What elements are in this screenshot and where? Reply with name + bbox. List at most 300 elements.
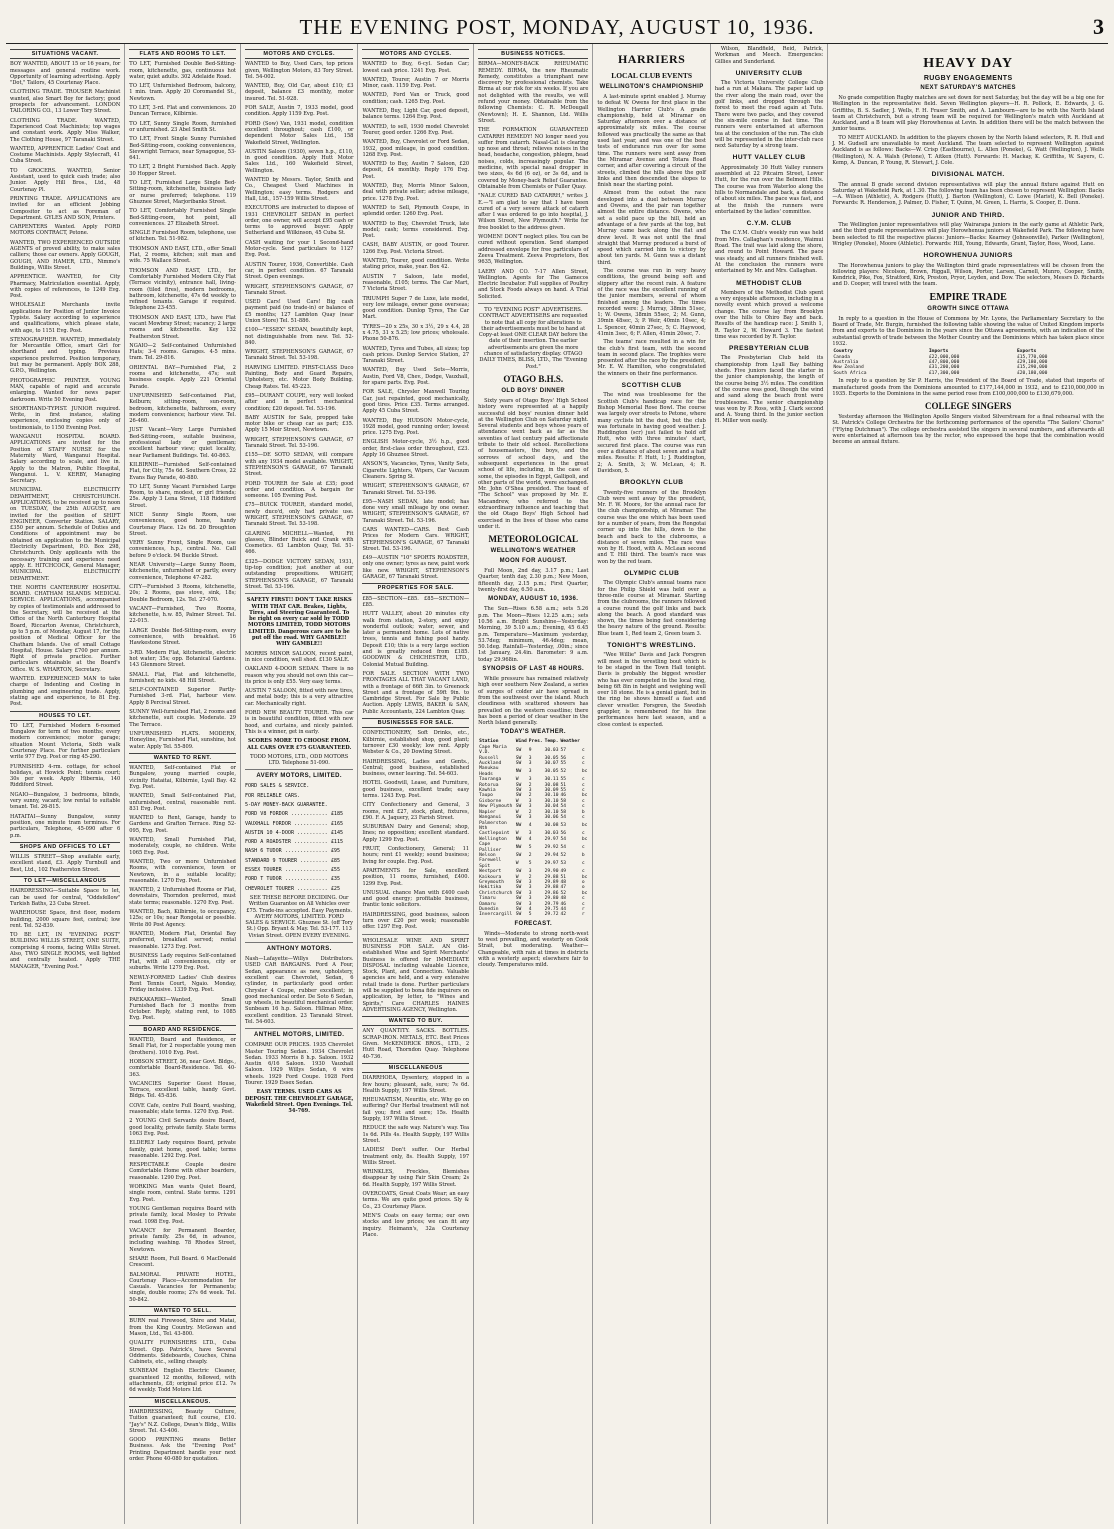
classified-ad: TO LET, Comfortably Furnished Single Bed-Sitting-room, hot point, all conveniences. 27 Elizabeth Street.: [129, 208, 236, 227]
table-cell: Wanganui: [479, 815, 502, 821]
scottish-club-text: The wind was troublesome for the Scottish Club's handicap race for the Bishop Memorial Rose Bowl. The course was largely over streets to Petone, where many cyclists bit the dust, but the club was fortunate in having good weather. J. Ruddington (scr) just failed to hold off Hutt, who with three minutes' start, secured first place. The course was run over a distance of about seven and a half miles. Results: F. Hutt, 1; J. Ruddington, 2; A. Smith, 3; W. McLean, 4; R. Davidson, 5.: [597, 392, 706, 474]
classified-ad: SUNBEAM English Electric Cleaner, guaranteed 12 months, followed, with attachments, £8; original price £12. 7s 6d weekly. Todd Motors Ltd.: [129, 1368, 236, 1394]
table-cell: Christchurch: [479, 890, 513, 896]
moon-text: Full Moon, 2nd day, 3.17 p.m.; Last Quarter, tenth day, 2.30 p.m.; New Moon, fifteenth day, 2.15 p.m.; First Quarter, twenty-first day, 6.50 a.m.: [478, 568, 589, 594]
table-cell: 3: [528, 831, 532, 837]
page-number: 3: [1093, 14, 1104, 39]
classified-ad: THOMSON AND EAST, LTD., for Comfortably Furnished Modern City Flat (Terrace vicinity), entrance hall, living-room (tiled fires), modern bedrooms, bathroom, kitchenette, 47s 6d weekly to refined tenants. Garage if required. Telephone 23-455.: [129, 267, 236, 312]
table-cell: 30.11: [544, 777, 559, 783]
classified-ad: PHOTOGRAPHIC PRINTER. YOUNG MAN, capable of rapid and accurate enlarging. Wanted for news paper darkroom. Write 50 Evening Post.: [10, 377, 121, 403]
table-cell: Manukau Heads: [479, 766, 499, 777]
anthel-heading: ANTHEL MOTORS, LIMITED.: [254, 1032, 345, 1039]
table-cell: Tauranga: [479, 777, 502, 783]
table-cell: Gisborne: [479, 798, 502, 804]
table-cell: 5: [528, 844, 532, 850]
table-cell: 29.79: [544, 901, 559, 907]
table-cell: Russell: [479, 755, 499, 761]
table-cell: c: [581, 777, 585, 783]
table-cell: 4: [528, 836, 532, 842]
classified-ad: VERY Sunny Front, Single Room, use conveniences, h.p., central. No. Call before 9 o'clock. 94 Buckle Street.: [129, 540, 236, 559]
classified-ad: GLARING MICHELL—Wanted, Fit glasses, Blinder Buick and Crank with Cosmetics. 63 Lambton Quay, Tel. 51-466.: [244, 530, 354, 556]
empire-table-body: [832, 355, 1104, 377]
table-cell: bc: [581, 793, 588, 799]
price-line: VAUXHALL FORDOR ........... £165: [244, 820, 344, 827]
table-cell: 58: [560, 809, 567, 815]
table-header-cell: Wind: [515, 739, 527, 745]
article-paragraph: Almost from the outset the race developed into a duel between Murray and Owens, and the pair ran together almost the entire distance. Owens, who set a solid pace up the hill, held an advantage of a few yards at the top, but Murray came back along the flat and drew level. It was not until the final straight that Murray produced a burst of speed which carried him to victory by about ten yards. M. Gunn was a distant third.: [597, 190, 706, 266]
section-heading: WANTED TO BUY.: [362, 1016, 469, 1026]
college-singers-text: Yesterday afternoon the Wellington Apollo Singers visited Silverstream for a final rehearsal with the St. Patrick's College Orchestra for the forthcoming performance of the operetta "The Sailors' Chorus" ("Flying Dutchman"). The college orchestra assisted the singers in several numbers, and afterwards all were entertained at afternoon tea by the rector, who expressed the hope that the combination would become an annual fixture.: [832, 414, 1105, 446]
classified-ad: WANTED to Rent, Garage, handy to Gardens and Grafton Terrace. Ring 52-095, Evg. Post.: [129, 815, 236, 834]
table-cell: 2: [528, 852, 532, 858]
classified-ad: PAEKAKARIKI—Wanted, Small Furnished Bach for 3 months from October. Reply, stating rent, to 1085 Evg. Post.: [129, 996, 236, 1022]
classified-ad: MORRIS MINOR SALOON, recent paint, in nice condition, well shod. £130 SALE.: [244, 650, 354, 663]
table-cell: SW: [515, 788, 522, 794]
methodist-club-heading: METHODIST CLUB: [736, 279, 803, 287]
divider: [478, 303, 588, 304]
column-harriers: [593, 44, 710, 1524]
classified-ad: FORD TOURER for Sale at £35; good order and condition. A bargain for someone. 105 Evening Post.: [244, 480, 354, 500]
ad-list: [129, 1409, 236, 1462]
classified-ad: YOUNG Gentleman requires Board with private family, local Mosley to Private road. 1098 Evg. Post.: [129, 1205, 236, 1225]
table-cell: 2: [528, 782, 532, 788]
horowhenua-text: The Horowhenua juniors to play the Wellington third grade representatives will be chosen from the following players: Nicolson, Brown, Riggall, Wilson, Porter, Larsen, Carnell, Munro, Cooper, Smith, Kendrick, Pike, Fox, Stratford, Kirk, Preston, Pryor, Leyden, and Dow. The selectors, Messrs D. Richards and D. Cooper, will travel with the team.: [832, 262, 1105, 288]
table-header-cell: Country: [833, 349, 853, 355]
classified-ad: £95—NASH SEDAN, late model; has done very small mileage by one owner. WRIGHT, STEPHENSON'S GARAGE, 67 Taranaki Street. Tel. 53-196.: [362, 498, 470, 524]
table-cell: 48: [560, 896, 567, 902]
section-heading: WANTED TO SELL.: [129, 1306, 236, 1316]
safety-ad: SAFETY FIRST!! DON'T TAKE RISKS WITH THAT CAR. Brakes, Lights, Tires, and Steering Guaranteed. To be right on every car sold by TODD MOTORS LIMITED, TODD MOTORS LIMITED. Dangerous cars are to be put off the road. WHY GAMBLE!! WHY GAMBLE!!: [246, 597, 352, 648]
classified-ad: APPRENTICE. WANTED, for City Pharmacy, Matriculation essential. Apply, with copies of references, to 1249 Evg. Post.: [10, 274, 121, 300]
classified-ad: ENGLISH Motor-cycle, 3½ h.p., good order, first-class order throughout, £23. Apply 16 Ghuznee Street.: [362, 439, 470, 459]
column-motors-1: [241, 44, 358, 1524]
table-cell: bc: [581, 823, 588, 829]
brooklyn-club-heading: BROOKLYN CLUB: [619, 479, 684, 487]
classified-ad: FOR SALE, Austin 7, 1933 model, good condition. Apply 1159 Evg. Post.: [244, 105, 354, 118]
weather-table: [478, 739, 588, 917]
divider: [245, 593, 353, 594]
table-cell: 53: [560, 823, 567, 829]
horowhenua-heading: HOROWHENUA JUNIORS: [923, 252, 1013, 260]
classified-ad: WANTED to Buy, Chevrolet Truck, late model; cash; terms considered. Evg. Post.: [362, 220, 470, 240]
empire-trade-tail: In reply to a question by Sir P. Harris, the President of the Board of Trade, stated that imports of manufactured goods from the Dominions amounted to £177,144,000 in 1932, and to £210,000,000 in 1935. Exports to the Dominions in the same period rose from £100,000,000 to £130,679,000.: [832, 378, 1105, 397]
otago-subheading: OLD BOYS' DINNER: [501, 387, 566, 394]
masthead: [6, 4, 1108, 44]
table-cell: 52: [560, 890, 567, 896]
classified-ad: WANTED, Bach, Kilbirnie, to occupancy, 125s; or 10s; near Rongotai or possible. Write 80 Post Agency.: [129, 909, 236, 928]
table-cell: SW: [515, 747, 522, 753]
table-cell: NW: [515, 844, 522, 850]
classified-ad: WANTED, Ford Van or Truck, good condition; cash. 1265 Evg. Post.: [362, 92, 470, 105]
table-cell: Farewell Spit: [479, 858, 502, 869]
table-cell: r: [581, 912, 585, 918]
table-cell: SW: [515, 804, 522, 810]
empire-trade-table: [832, 349, 1104, 376]
classified-ad: CARS WANTED—CARS. Best Cash Prices for Modern Cars. WRIGHT, STEPHENSON'S GARAGE, 67 Taranaki Street. Tel. 53-196.: [362, 527, 470, 552]
ad-list: [245, 61, 353, 590]
table-cell: r: [581, 907, 585, 913]
olympic-club-heading: OLYMPIC CLUB: [623, 570, 680, 578]
hutt-valley-heading: HUTT VALLEY CLUB: [732, 154, 806, 162]
cym-club-heading: C.Y.M. CLUB: [746, 220, 792, 228]
classified-ad: WANTED, Buy, Chevrolet or Ford Sedan, 1932, good mileage, in good condition. 1268 Evg. Post.: [362, 139, 470, 158]
classified-ad: CASH, BABY AUSTIN, or good Tourer. 1266 Evg. Post. Victoria Street.: [362, 242, 470, 255]
table-cell: SW: [515, 879, 522, 885]
classified-ad: COVE Cafe, centre Full Board, washing, reasonable; state terms. 1270 Evg. Post.: [129, 1102, 236, 1116]
table-cell: 29.90: [544, 869, 559, 875]
championship-subheading: WELLINGTON'S CHAMPIONSHIP: [599, 84, 704, 90]
table-cell: Palmerston Nth: [479, 820, 507, 831]
table-header-cell: Weather: [560, 739, 580, 745]
table-cell: 3: [528, 896, 532, 902]
classified-ad: ANSON'S, Vacancies, Tyres, Vanity Sets, Cigarette Lighters, Wipers, Car Vacuum Cleaners. Spring St.: [362, 461, 470, 480]
table-cell: bc: [581, 836, 588, 842]
todd-ad: TODD MOTORS, LTD., ODD MOTORS LTD. Telephone 51-090.: [250, 753, 349, 767]
table-cell: c: [581, 788, 585, 794]
classified-ad: TO LET, Unfurnished Bedroom, balcony, 1 min. tram. Apply 20 Coromandel St., Newtown.: [129, 83, 236, 102]
table-cell: bc: [581, 890, 588, 896]
column-clubs: [711, 44, 828, 1524]
classified-ad: LADIES! Don't suffer. Our Herbal treatment only, 8s. Health Supply, 197 Willis Street.: [362, 1147, 470, 1166]
table-cell: Canada: [833, 354, 850, 360]
classified-ad: £155—DE SOTO SEDAN, will compare with any 1934 model available. WRIGHT, STEPHENSON'S GARAGE, 67 Taranaki Street.: [244, 452, 354, 478]
classified-ad: UNFURNISHED FLATS. MODERN, Honeyline, Furnished Flat, sunshine, hot water. Apply Tel. 55-809.: [129, 730, 236, 750]
classified-ad: TYRES—20 x 25s, 30 x 3½, 29 x 4.4, 28 x 4.75, 31 x 5.25; low prices; wholesale. Phone 50-876.: [362, 323, 470, 343]
classified-ad: WANTED to Buy, Used Cars, top prices given, Wellington Motors, 83 Tory Street. Tel. 54-002.: [244, 61, 354, 80]
synopsis-heading: SYNOPSIS OF LAST 48 HOURS.: [482, 666, 585, 673]
price-line: NASH 6 TUDOR .............. £95: [244, 848, 341, 855]
section-heading: BUSINESS NOTICES.: [478, 49, 588, 59]
table-cell: 3: [528, 769, 532, 775]
classified-ad: TO LET, Sunny Vacant Furnished Large Room, to share, modest, or girl friends; 25s. Apply 3 Lena Street, 118 Riddiford Street.: [129, 483, 236, 509]
columns: [6, 44, 1108, 1524]
classified-ad: AUSTIN Saloon (1930), seven h.p., £110, in good condition. Apply Hutt Motor Sales Ltd., 160 Wakefield Street, Wellington.: [244, 148, 354, 174]
table-cell: Castlepoint: [479, 831, 510, 837]
classified-ad: FOR SALE. SECTION WITH TWO FRONTAGES ALL THAT VACANT LAND, with a frontage of 66ft 3in. to Greenock Street and a frontage of 59ft 9in. to Cambridge Street. For Sale by Public Auction. Apply LEWIS, BAKER & SAN, Public Accountants, 224 Lambton Quay.: [362, 670, 470, 715]
table-cell: 57: [560, 747, 567, 753]
table-cell: NW: [515, 769, 522, 775]
scores-ad: SCORES MORE TO CHOOSE FROM. ALL CARS OVER £75 GUARANTEED.: [247, 738, 352, 751]
table-cell: SW: [515, 852, 522, 858]
table-cell: Rotorua: [479, 782, 499, 788]
table-cell: 3: [528, 761, 532, 767]
table-cell: SW: [515, 755, 522, 761]
classified-ad: TO LET, Furnished Large Single Bed-Sitting-room, kitchenette, business lady or nurse preferred; telephone. 119 Ghuznee Street, Marjoribanks Street.: [129, 180, 236, 205]
table-header-cell: Pres.: [528, 739, 543, 745]
cym-club-text: The C.Y.M. Club's weekly run was held from Mrs. Callaghan's residence, Waimui Road. The trail was laid along the shore, and round to Point Howard. The pace was steady, and all runners finished well. At the conclusion the runners were entertained by Mr. and Mrs. Callaghan.: [714, 230, 824, 275]
section-heading: TO LET—MISCELLANEOUS: [10, 876, 120, 886]
table-row: [832, 371, 1104, 376]
table-cell: 29.97: [544, 836, 559, 842]
classified-ad: WANTED. EXPERIENCED MAN to take charge of Indenting and Costing in plumbing and engineering trade. Apply, stating age and experience, to 81 Evg. Post.: [10, 676, 121, 708]
table-cell: 56: [560, 755, 567, 761]
table-cell: SW: [515, 890, 522, 896]
table-cell: 53: [560, 861, 567, 867]
empire-trade-heading: EMPIRE TRADE: [929, 291, 1007, 303]
table-cell: 30.03: [544, 747, 559, 753]
classified-ad: WANTED, APPRENTICE Ladies' Coat and Costume Machinists. Apply Stylecraft, 41 Cuba Street.: [10, 145, 121, 165]
classified-ad: WANTED to Buy, 6-cyl. Sedan Car; lowest cash price. 1241 Evg. Post.: [362, 61, 470, 74]
brooklyn-club-text: Twenty-five runners of the Brooklyn Club were sent away by the president, Mr. F. W. Moore, for the annual race for the club championship, at Miramar. The course was the one which has been used for a number of years, from the Rongotai corner up into the hills, down to the beach and back to the clubrooms, a distance of seven miles. The race was won by H. Hood, with A. McLean second and T. Hill third. The team's race was won by the red team.: [597, 489, 706, 565]
easy-terms-ad: EASY TERMS. USED CARS AS DEPOSIT. THE CHEVROLET GARAGE, Wakefield Street. Open Evenings. Tel. 54-769.: [244, 1089, 354, 1115]
table-cell: 52: [560, 769, 567, 775]
table-cell: SW: [515, 815, 522, 821]
price-line: ESSEX TOURER .............. £55: [244, 867, 341, 874]
table-cell: Cape Maria V.D.: [479, 744, 507, 756]
classified-ad: HAIRDRESSING, Ladies and Gents., Central; good business, established business, owner leaving. Tel. 54-603.: [362, 758, 470, 778]
classified-ad: NEAR University—Large Sunny Room, kitchenette, unfurnished or partly, every convenience, Telephone 47-282.: [129, 562, 236, 581]
table-cell: SW: [515, 896, 522, 902]
classified-ad: TO LET, Furnished Modern 6-roomed Bungalow for term of two months; every modern convenience; motor garage; situation Mount Victoria, Sixth walk Courtenay Place. For further particulars write 977 Evg. Post or ring 45-290.: [10, 722, 121, 761]
avery-tail: SEE THESE BEFORE DECIDING. Our Written Guarantee on All Vehicles over £75. Trade-ins accepted. Easy Payments. AVERY MOTORS, LIMITED. FORD SALES & SERVICE. Ghuznee St. (off Tory St.) Opp. Bryant & May. Tel. 53-177. 113 Vivian Street. OPEN EVERY EVENING.: [245, 894, 354, 939]
classified-ad: THOMSON AND EAST, LTD., offer Small Flat, 2 rooms, kitchen; suit man and wife. 75 Wallace Street.: [129, 245, 236, 265]
ad-list: [10, 723, 120, 839]
table-cell: 3: [528, 815, 532, 821]
table-cell: SW: [515, 761, 522, 767]
classified-ad: BABY AUSTIN for Sale, propped take motor bike or cheap car as part; £35. Apply 15 Moir Street, Newtown.: [244, 414, 354, 434]
table-cell: c: [581, 831, 585, 837]
table-cell: £47,800,000: [928, 360, 960, 366]
table-row: [478, 842, 588, 853]
table-cell: SW: [515, 782, 522, 788]
classified-ad: WANTED, Modern Flat, Oriental Bay preferred, breakfast served; rental reasonable. 1273 Evg. Post.: [129, 930, 236, 950]
todays-weather-heading: TODAY'S WEATHER.: [500, 729, 566, 736]
classified-ad: CITY Confectionery and General, 3 rooms, rent £27, stock, plant, fixtures, £90. F. A. Jaquery, 23 Farish Street.: [362, 802, 470, 821]
table-cell: NW: [515, 836, 522, 842]
table-cell: 46: [560, 793, 567, 799]
classified-ad: SUNNY Well-furnished Flat, 2 rooms and kitchenette, suit couple. Moderate. 29 The Terrace.: [129, 709, 236, 728]
classified-ad: £85—SECTION—£85. £85—SECTION—£85.: [362, 595, 470, 608]
table-cell: c: [581, 798, 585, 804]
table-cell: 48: [560, 879, 567, 885]
section-heading: SHOPS AND OFFICES TO LET: [10, 842, 120, 852]
table-header-cell: Exports: [1016, 349, 1037, 355]
classified-ad: SHORTHAND-TYPIST. JUNIOR required. Write, in first instance, stating experience, enclosing copies only of testimonials, to 1150 Evening Post.: [10, 405, 121, 431]
classified-ad: DIARRHOEA, Dysentery, stopped in a few hours; pleasant, safe, sure; 7s 6d. Health Supply, 197 Willis Street.: [362, 1075, 470, 1094]
table-cell: 2: [528, 809, 532, 815]
price-line: 5-DAY MONEY-BACK GUARANTEE.: [244, 801, 328, 808]
rugby-subheading: RUGBY ENGAGEMENTS: [923, 75, 1013, 82]
table-cell: Greymouth: [479, 879, 504, 885]
column-business-meteorological: [474, 44, 593, 1524]
table-cell: 29.88: [544, 874, 559, 880]
price-line: STANDARD 9 TOURER ......... £85: [244, 857, 341, 864]
table-cell: c: [581, 761, 585, 767]
ad-list: [245, 651, 353, 736]
classified-ad: UNUSUAL chance Man with £400 cash and good energy; profitable business, frantic tonic solicitors.: [362, 889, 470, 909]
table-cell: £22,000,000: [928, 354, 960, 360]
classified-ad: WANTED, Tourer, Austin 7 or Morris Minor, cash. 1159 Evg. Post.: [362, 76, 470, 90]
table-cell: c: [581, 844, 585, 850]
classified-ad: WANTED, Self-contained Flat or Bungalow, young married couple, vicinity Hataitai, Kilbirnie, Lyall Bay. 42 Evg. Post.: [129, 765, 236, 790]
classified-ad: WANTED, Tourer, good condition. Write stating price, make, year. Box 42.: [362, 258, 470, 271]
table-cell: 46: [560, 901, 567, 907]
classified-ad: CLOTHING TRADE. TROUSER Machinist wanted, also Smart Boy for factory; good prospects for advancement. LONDON TAILORING CO., 13 Lower Tory Street.: [10, 89, 121, 115]
classified-ad: WHOLESALE Merchants invite applications for Position of Junior Invoice Typiste. Salary according to experience and qualifications, which please state, with age, to 1151 Evg. Post.: [10, 302, 121, 334]
classified-ad: HATAITAI—Sunny Bungalow, sunny position, one minute tram terminus. For particulars, Telephone, 45-090 after 6 p.m.: [10, 813, 121, 839]
classified-ad: FRUIT, Confectionery, General; 11 hours; rent £1 weekly; sound business; living for couple. Evg. Post.: [362, 846, 470, 865]
column-motors-2: [358, 44, 474, 1524]
classified-ad: SELF-CONTAINED Superior Partly-Furnished 3-rd. Flat, harbour view. Apply 8 Percival Street.: [129, 687, 236, 706]
table-cell: 54: [560, 844, 567, 850]
classified-ad: UNFURNISHED Self-contained Flat, Kelburn; sitting-room, sun-room, bedroom, kitchenette, bathroom, every modern convenience; harbour view. Tel. 26-460.: [129, 392, 236, 425]
olympic-club-text: The Olympic Club's annual teams race for the Philip Shield was held over a three-mile course at Miramar. Starting from the clubrooms, the runners followed a course round the golf links and back along the beach. A good standard was shown, the times being fast considering the heavy nature of the ground. Results: Blue team 1, Red team 2, Green team 3.: [597, 580, 706, 637]
classified-ad: WANTED, Small Self-contained Flat, unfurnished, central, reasonable rent. 831 Evg. Post.: [129, 793, 236, 812]
weather-subheading: WELLINGTON'S WEATHER: [490, 548, 576, 555]
classified-ad: SUBURBAN Dairy and General; shop, lines; no opposition; excellent standard. Apply 1299 Evg. Post.: [362, 824, 470, 843]
table-cell: 2: [528, 793, 532, 799]
classified-ad: JUST Vacant—Very Large Furnished Bed-Sitting-room, suitable business, professional lady or gentleman; excellent harbour view; quiet locality, near Parliament Buildings. Tel. 40-863.: [129, 427, 236, 459]
table-cell: 30.09: [544, 788, 559, 794]
section-heading: MOTORS AND CYCLES.: [245, 49, 353, 59]
classified-ad: HARVING LIMITED. FIRST-CLASS Duco Painting, Body and Guard Repairs, Upholstery, etc. Motor Body Building. Cheap Rates. Tel. 45-223.: [244, 364, 354, 390]
classified-ad: FOR SALE, Chrysler Maxwell Touring Car, just repainted, good mechanically, good tires. Price £35. Terms arranged. Apply 45 Cuba Street.: [362, 389, 470, 415]
table-cell: 29.92: [544, 844, 559, 850]
classified-ad: TO LET, Sunny Single Room, furnished or unfurnished. 23 Abel Smith St.: [129, 120, 236, 133]
classified-ad: APARTMENTS for Sale, excellent position, 11 rooms, furnished, £400. 1299 Evg. Post.: [362, 867, 470, 887]
table-cell: bc: [581, 874, 588, 880]
table-cell: 51: [560, 782, 567, 788]
column-rugby: [828, 44, 1108, 1524]
table-cell: c: [581, 869, 585, 875]
college-singers-heading: COLLEGE SINGERS: [925, 401, 1012, 412]
classified-ad: SHARE Room, Full Board. 6 MacDonald Crescent.: [129, 1255, 236, 1269]
classified-ad: £75—BUICK TOURER, standard model, newly duco'd, only had private use. WRIGHT, STEPHENSON'S GARAGE, 67 Taranaki Street. Tel. 53-198.: [244, 502, 354, 528]
anthony-ad: Nash—Lafayette—Willys Distributors. USED CAR BARGAINS. Ford A Four, Sedan, appearance as new, upholstery, excellent car. Chevrolet, Sedan, 6 cylinder, in particularly good order. Chrysler 4 Coupe, rubber excellent; in good mechanical order. De Soto 6 Sedan, up wheels, in beautiful mechanical order. Sunbeam 16 h.p. Saloon. Hillman Minx, excellent condition. 23 Taranaki Street. Tel. 54-603.: [244, 956, 354, 1025]
classified-ad: NEWLY-FORMED Ladies' Club desires Rent Tennis Court, Ngaio. Monday, Friday inclusive. 1339 Evg. Post.: [129, 974, 236, 994]
ad-list: [478, 61, 588, 300]
section-heading: MOTORS AND CYCLES.: [362, 49, 469, 59]
classified-ad: KILBIRNIE—Furnished Self-contained Flat, for City, 75s 6d. Southern Cross, 22 Evans Bay Parade, 40-880.: [129, 461, 236, 481]
table-cell: £20,180,000: [1016, 370, 1048, 376]
table-cell: 55: [560, 777, 567, 783]
classified-ad: THE FORMATION GUARANTEED CATARRH REMEDY! NO longer need you suffer from catarrh. Nasal-Cat is clearing up nose and throat; relieves noises in the head, headache, congestion, phlegm, head noises, colds, increasingly popular. The medicine, with special nasal dropper in two sizes, 4s 6d (6 oz), or 3s 6d, and is covered by Money-back Relief Guarantee. Obtainable from Chemists or Fuller Quay.: [478, 127, 589, 190]
classified-ad: OAKLAND 4-DOOR SEDAN. There is no reason why you should not own this car—its price is only £55. Very easy terms.: [244, 666, 354, 685]
classified-ad: PRINTING TRADE. APPLICATIONS are invited for an efficient Jobbing Compositor to act as Foreman of Department. GYLES AND SON, Printers.: [10, 195, 121, 221]
table-cell: Australia: [833, 360, 859, 366]
table-cell: 29.97: [544, 861, 559, 867]
divider: [245, 769, 353, 770]
table-cell: SW: [515, 907, 522, 913]
presbyterian-club-text: The Presbyterian Club held its championship from Lyall Bay bathing sheds. Five juniors faced the starter in the junior championship, the length of the course being 3½ miles. The condition of the course was good, though the wind and sand along the beach front were troublesome. The senior championship was won by P. Ross, with J. Clark second and A. Young third. In the junior section H. Miller won easily.: [714, 355, 824, 425]
table-cell: Timaru: [479, 896, 496, 902]
classified-ad: VACANCIES Superior Guest House, Terrace, excellent table, handy Govt. Bldgs. Tel. 45-836.: [129, 1080, 236, 1100]
table-cell: SW: [515, 912, 522, 918]
table-cell: W: [515, 798, 519, 804]
classified-ad: WRIGHT, STEPHENSON'S GARAGE, 67 Taranaki Street. Tel. 53-196.: [362, 483, 470, 496]
table-cell: 30.10: [544, 798, 559, 804]
classified-ad: NGAIO—Bungalow, 3 bedrooms, blinds, very sunny, vacant; low rental to suitable tenant. Tel. 26-815.: [10, 791, 121, 811]
classified-ad: WANTED, Buy HUDSON Motor-cycle, 1928 model, good running order; lowest price. 1275 Evg. Post.: [362, 417, 470, 437]
classified-ad: AUSTIN 7 SALOON, fitted with new tires, and metal body; this is a very attractive car. Mechanically right.: [244, 688, 354, 707]
table-cell: SW: [515, 793, 522, 799]
classified-ad: WRIGHT, STEPHENSON'S GARAGE, 67 Taranaki Street. Tel. 53-198.: [244, 349, 354, 362]
classified-ad: TO LET, 3-rd. Flat and conveniences. 20 Duncan Terrace, Kilbirnie.: [129, 105, 236, 118]
junior-heading: JUNIOR AND THIRD.: [931, 211, 1005, 219]
price-line: FORD SALES & SERVICE.: [244, 783, 310, 790]
table-cell: 30.10: [544, 809, 559, 815]
classified-ad: GOOD PRINTING means Better Business. Ask the "Evening Post" Printing Department handle your next order. Phone 40-080 for quotation.: [129, 1437, 236, 1462]
classified-ad: WANTED, Buy Used Sets—Morris, Austin, Ford V8, Chev., Dodge, Vauxhall, for spare parts. Evg. Post.: [362, 367, 470, 387]
table-cell: 3: [528, 869, 532, 875]
table-cell: 29.88: [544, 885, 559, 891]
meteorological-heading: METEOROLOGICAL: [488, 534, 578, 545]
table-cell: 54: [560, 804, 567, 810]
classified-ad: BIRMA—MONEY-BACK RHEUMATIC REMEDY. BIRMA, the new Rheumatic Remedy, constitutes a triumphant new discovery by professional chemists. Take Birma at our risk for six weeks. If you are not delighted with the results, we will refund your money. Obtainable from the following Chemists: C. R. McDougall (Newtown); H. E. Shannon, Ltd. Willis Street.: [478, 61, 589, 124]
table-cell: £15,770,000: [1016, 354, 1048, 360]
table-cell: c: [581, 815, 585, 821]
table-cell: SW: [515, 885, 522, 891]
table-cell: 5: [528, 912, 532, 918]
section-heading: BUSINESSES FOR SALE.: [362, 718, 469, 728]
classified-ad: HAIRDRESSING—Suitable Space to let, can be used for central, "Oddsfellow" Turkish Baths, 23 Cuba Street.: [10, 888, 121, 907]
table-cell: 56: [560, 831, 567, 837]
article-paragraph: The course was run in very heavy conditions, the ground being soft and slippery after the recent rain. A feature of the race was the excellent running of the junior members, several of whom finished among the leaders. The times recorded were: J. Murray, 38min 51sec, 1; W. Owens, 38min 55sec, 2; M. Gunn, 39min 48sec, 3; P. Weir, 40min 10sec, 4; L. Spencer, 40min 27sec, 5; C. Haywood, 41min 3sec, 6; F. Allen, 41min 20sec, 7.: [597, 268, 706, 337]
classified-ad: TO GROCERS. WANTED, Senior Assistant, used to quick cash trade; also Junior. Apply Hill Bros., Ltd., 48 Courtenay Pl.: [10, 167, 121, 193]
classified-ad: VACANCY for Permanent Boarder, private family. 25s 6d, in advance, including washing. 78 Rhodes Street, Newtown.: [129, 1227, 236, 1253]
table-cell: Nelson: [479, 852, 496, 858]
forecast-heading: FORECAST.: [514, 920, 553, 927]
table-cell: b: [581, 809, 585, 815]
section-heading: HOUSES TO LET.: [10, 711, 120, 721]
table-cell: 52: [560, 852, 567, 858]
table-cell: Oamaru: [479, 901, 496, 907]
otago-heading: OTAGO B.H.S.: [503, 373, 564, 384]
empire-trade-subheading: GROWTH SINCE OTTAWA: [927, 305, 1010, 312]
table-cell: SW: [515, 901, 522, 907]
table-cell: Cape Palliser: [479, 842, 502, 853]
divisional-heading: DIVISIONAL MATCH.: [931, 171, 1005, 179]
classified-ad: WANTED, Small Furnished Flat, moderately, couple, no children. Write 1065 Evg. Post.: [129, 837, 236, 856]
table-cell: 30.05: [544, 769, 559, 775]
table-cell: W: [515, 861, 519, 867]
table-cell: 3: [528, 798, 532, 804]
ad-list: [129, 1318, 236, 1393]
table-cell: 30.08: [544, 823, 559, 829]
classified-ad: BURN real Firewood, Shire and Matai, from the King Country. McGowan and Mason, Ltd., Tel. 43-800.: [129, 1318, 236, 1337]
classified-ad: CLOTHING TRADE. WANTED, Experienced Coat Machinists; top wages and constant work. Apply Miss Walker, The Clothing House, 97 Taranaki Street.: [10, 117, 121, 143]
clubs-intro: Wilson, Blandfield, Reid, Patrick, Workman and Meech. Emergencies: Gillies and Sunderland.: [714, 46, 824, 65]
classified-ad: WOMEN! DON'T neglect piles. You can be cured without operation. Send stamped addressed envelope for free particulars of Zeeva Treatment. Zeeva Proprietors, Box 9635, Wellington.: [478, 234, 589, 266]
table-row: [478, 766, 588, 777]
table-cell: 29.94: [544, 852, 559, 858]
table-cell: 3: [528, 879, 532, 885]
section-heading: BOARD AND RESIDENCE.: [129, 1025, 236, 1035]
table-cell: 3: [528, 755, 532, 761]
classified-ad: SMALL Flat, Flat and kitchenette, furnished; no kids. 48 Hill Street.: [129, 671, 236, 684]
harriers-heading: HARRIERS: [617, 52, 686, 66]
ad-list: [362, 596, 469, 715]
article-paragraph: The teams' race resulted in a win for the club's first team, with the second team in second place. The trophies were presented after the race by the president, Mr. E. W. Hamilton, who congratulated the winners on their fine performance.: [597, 339, 706, 377]
harriers-subheading: LOCAL CLUB EVENTS: [611, 71, 693, 80]
classified-ad: £100—"ESSEX" SEDAN, beautifully kept, not distinguishable from new. Tel. 52-840.: [244, 327, 354, 346]
classified-ad: ANY QUANTITY. SACKS. BOTTLES. SCRAP-IRON. METALS, ETC. Best Prices Given. McKENDRICK BROS., LTD., 2 Hutt Road, Thorndon Quay. Telephone 40-736.: [362, 1028, 470, 1060]
classified-ad: FORD NEW BEAUTY TOURER. This car is in beautiful condition, fitted with new hood, and curtains, and nicely painted. This is a winner, get in early.: [244, 710, 354, 735]
heavy-day-heading: HEAVY DAY: [923, 56, 1014, 71]
table-header-cell: Temp.: [544, 739, 559, 745]
table-cell: £17,300,000: [928, 370, 960, 376]
table-cell: 9: [528, 747, 532, 753]
matches-subheading: NEXT SATURDAY'S MATCHES: [920, 85, 1016, 91]
classified-ad: BUSINESS Lady requires Self-contained Flat, with all conveniences, city or suburbs. Write 1279 Evg. Post.: [129, 952, 236, 972]
classified-ad: HAIRDRESSING, Beauty Culture, Tuition guaranteed; full course, £10. "Jay's" N.Z. College, Dwan's Bldg., Willis Street. Tel. 43-406.: [129, 1408, 236, 1434]
table-cell: SW: [515, 869, 522, 875]
table-cell: c: [581, 901, 585, 907]
table-cell: W: [515, 874, 519, 880]
price-line: FORD A ROADSTER ........... £115: [244, 839, 344, 846]
section-heading: WANTED TO RENT.: [129, 753, 236, 763]
classified-ad: HAIRDRESSING, good business, saloon turn over £20 per week; reasonable offer. 1297 Evg. Post.: [362, 911, 470, 931]
